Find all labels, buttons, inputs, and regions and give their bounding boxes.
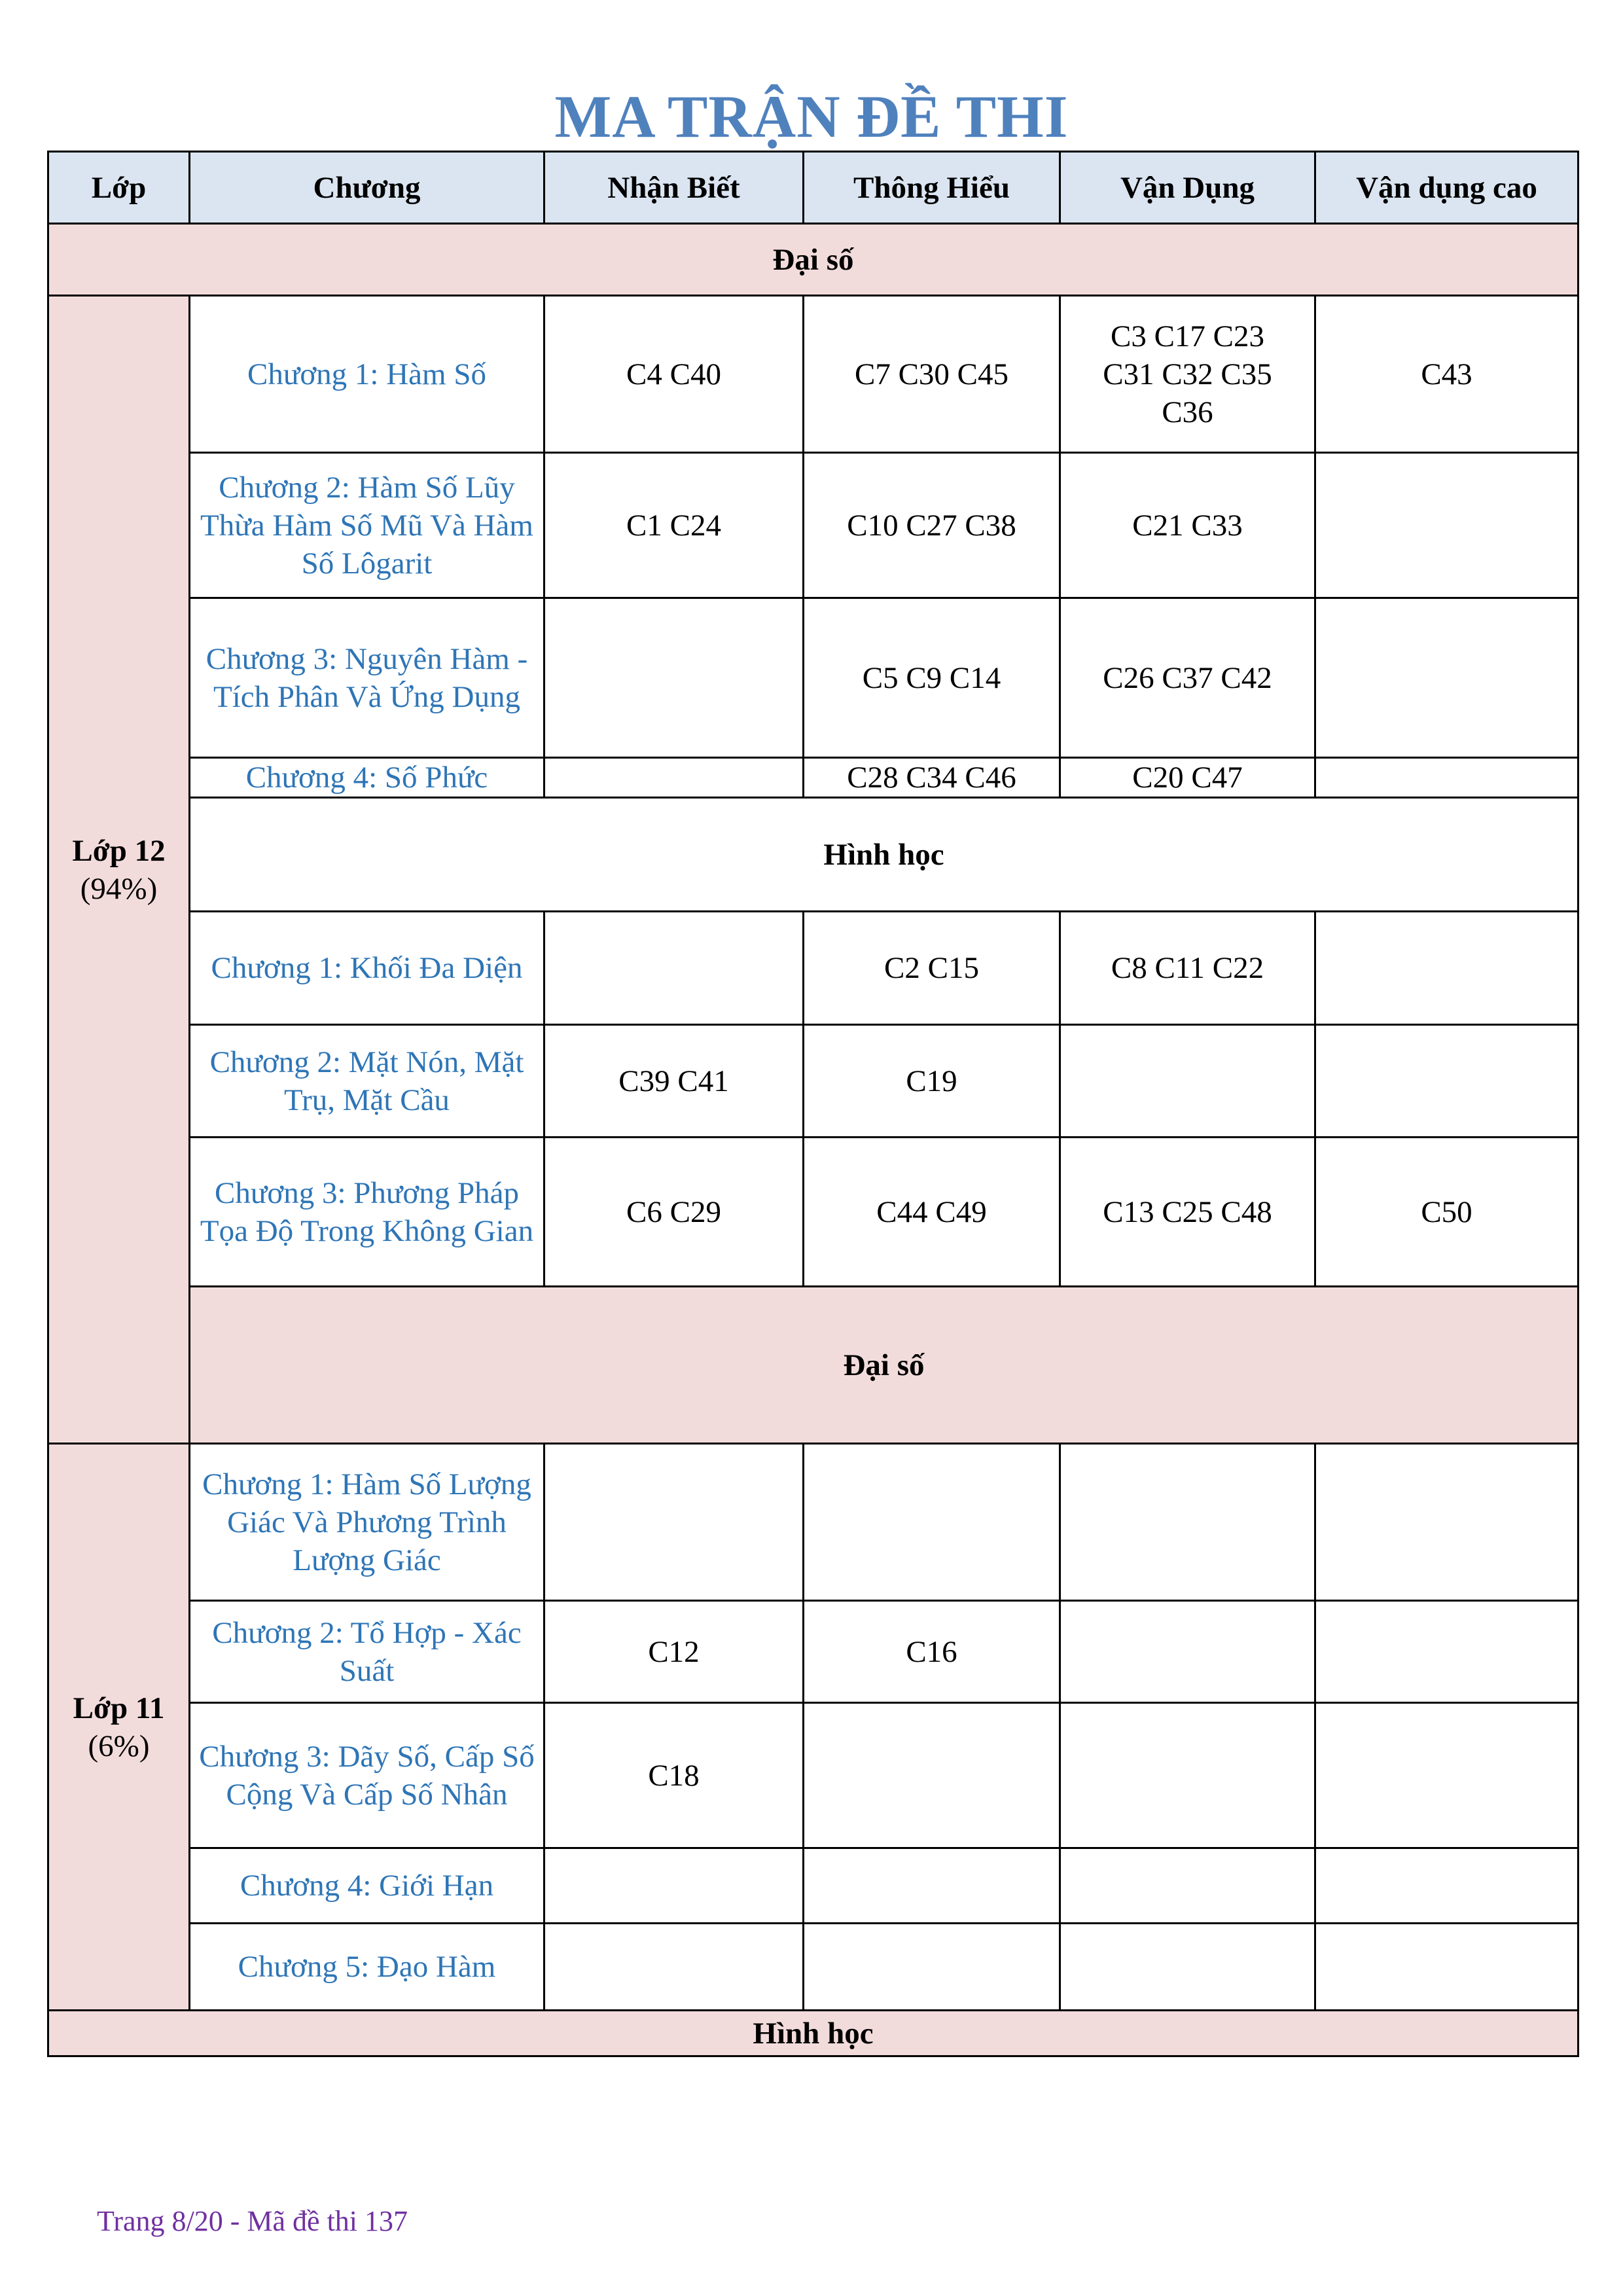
comprehension-cell: C28 C34 C46 [804,758,1060,798]
chapter-cell: Chương 2: Tổ Hợp - Xác Suất [190,1601,544,1703]
chapter-cell: Chương 1: Khối Đa Diện [190,912,544,1025]
advanced-application-cell [1315,453,1578,598]
advanced-application-cell [1315,912,1578,1025]
section-row [48,224,1578,296]
recognition-cell: C6 C29 [544,1138,804,1287]
section-title: Hình học [190,798,1578,912]
header-comprehension: Thông Hiểu [804,152,1060,224]
header-row [48,152,1578,224]
advanced-application-cell [1315,758,1578,798]
application-cell: C3 C17 C23 C31 C32 C35 C36 [1060,296,1315,453]
exam-matrix-table [47,151,1579,2057]
advanced-application-cell [1315,598,1578,758]
section-row [48,1287,1578,1444]
grade-percent: (6%) [88,1729,150,1763]
comprehension-cell [804,1703,1060,1848]
advanced-application-cell [1315,1025,1578,1138]
grade-name: Lớp 11 [73,1691,165,1725]
comprehension-cell: C7 C30 C45 [804,296,1060,453]
grade-name: Lớp 12 [72,833,166,868]
recognition-cell [544,1848,804,1924]
recognition-cell [544,598,804,758]
section-title: Đại số [190,1287,1578,1444]
table-row [48,1444,1578,1601]
chapter-cell: Chương 3: Dãy Số, Cấp Số Cộng Và Cấp Số Nhân [190,1703,544,1848]
table-row [48,598,1578,758]
recognition-cell [544,758,804,798]
chapter-cell: Chương 1: Hàm Số Lượng Giác Và Phương Trình Lượng Giác [190,1444,544,1601]
chapter-cell: Chương 2: Mặt Nón, Mặt Trụ, Mặt Cầu [190,1025,544,1138]
application-cell [1060,1444,1315,1601]
application-cell [1060,1924,1315,2011]
header-application: Vận Dụng [1060,152,1315,224]
application-cell [1060,1601,1315,1703]
advanced-application-cell [1315,1601,1578,1703]
application-cell [1060,1025,1315,1138]
advanced-application-cell [1315,1848,1578,1924]
table-row [48,1601,1578,1703]
comprehension-cell: C19 [804,1025,1060,1138]
application-cell: C20 C47 [1060,758,1315,798]
recognition-cell [544,912,804,1025]
application-cell: C21 C33 [1060,453,1315,598]
grade-cell [48,296,190,1444]
recognition-cell: C4 C40 [544,296,804,453]
application-cell: C26 C37 C42 [1060,598,1315,758]
comprehension-cell: C5 C9 C14 [804,598,1060,758]
chapter-cell: Chương 3: Phương Pháp Tọa Độ Trong Không Gian [190,1138,544,1287]
advanced-application-cell [1315,1924,1578,2011]
recognition-cell [544,1924,804,2011]
grade-percent: (94%) [80,871,158,906]
page-title: MA TRẬN ĐỀ THI [554,83,1069,150]
chapter-cell: Chương 1: Hàm Số [190,296,544,453]
comprehension-cell [804,1848,1060,1924]
table-row [48,1848,1578,1924]
section-row [48,798,1578,912]
advanced-application-cell: C43 [1315,296,1578,453]
advanced-application-cell [1315,1444,1578,1601]
recognition-cell: C1 C24 [544,453,804,598]
section-title: Đại số [48,224,1578,296]
header-grade: Lớp [48,152,190,224]
application-cell: C8 C11 C22 [1060,912,1315,1025]
recognition-cell: C18 [544,1703,804,1848]
table-row [48,912,1578,1025]
chapter-cell: Chương 4: Giới Hạn [190,1848,544,1924]
comprehension-cell: C2 C15 [804,912,1060,1025]
table-row [48,1703,1578,1848]
chapter-cell: Chương 2: Hàm Số Lũy Thừa Hàm Số Mũ Và Hàm Số Lôgarit [190,453,544,598]
recognition-cell: C39 C41 [544,1025,804,1138]
application-cell [1060,1703,1315,1848]
recognition-cell: C12 [544,1601,804,1703]
table-row [48,453,1578,598]
section-row [48,2011,1578,2056]
section-title: Hình học [48,2011,1578,2056]
table-row [48,1138,1578,1287]
comprehension-cell: C44 C49 [804,1138,1060,1287]
comprehension-cell [804,1924,1060,2011]
grade-cell [48,1444,190,2011]
table-row [48,1924,1578,2011]
comprehension-cell: C10 C27 C38 [804,453,1060,598]
table-row [48,296,1578,453]
header-recognition: Nhận Biết [544,152,804,224]
application-cell: C13 C25 C48 [1060,1138,1315,1287]
recognition-cell [544,1444,804,1601]
application-cell [1060,1848,1315,1924]
table-row [48,1025,1578,1138]
header-advanced-application: Vận dụng cao [1315,152,1578,224]
comprehension-cell: C16 [804,1601,1060,1703]
chapter-cell: Chương 3: Nguyên Hàm - Tích Phân Và Ứng Dụng [190,598,544,758]
chapter-cell: Chương 5: Đạo Hàm [190,1924,544,2011]
table-row [48,758,1578,798]
advanced-application-cell: C50 [1315,1138,1578,1287]
comprehension-cell [804,1444,1060,1601]
chapter-cell: Chương 4: Số Phức [190,758,544,798]
advanced-application-cell [1315,1703,1578,1848]
page-footer: Trang 8/20 - Mã đề thi 137 [97,2205,408,2237]
header-chapter: Chương [190,152,544,224]
